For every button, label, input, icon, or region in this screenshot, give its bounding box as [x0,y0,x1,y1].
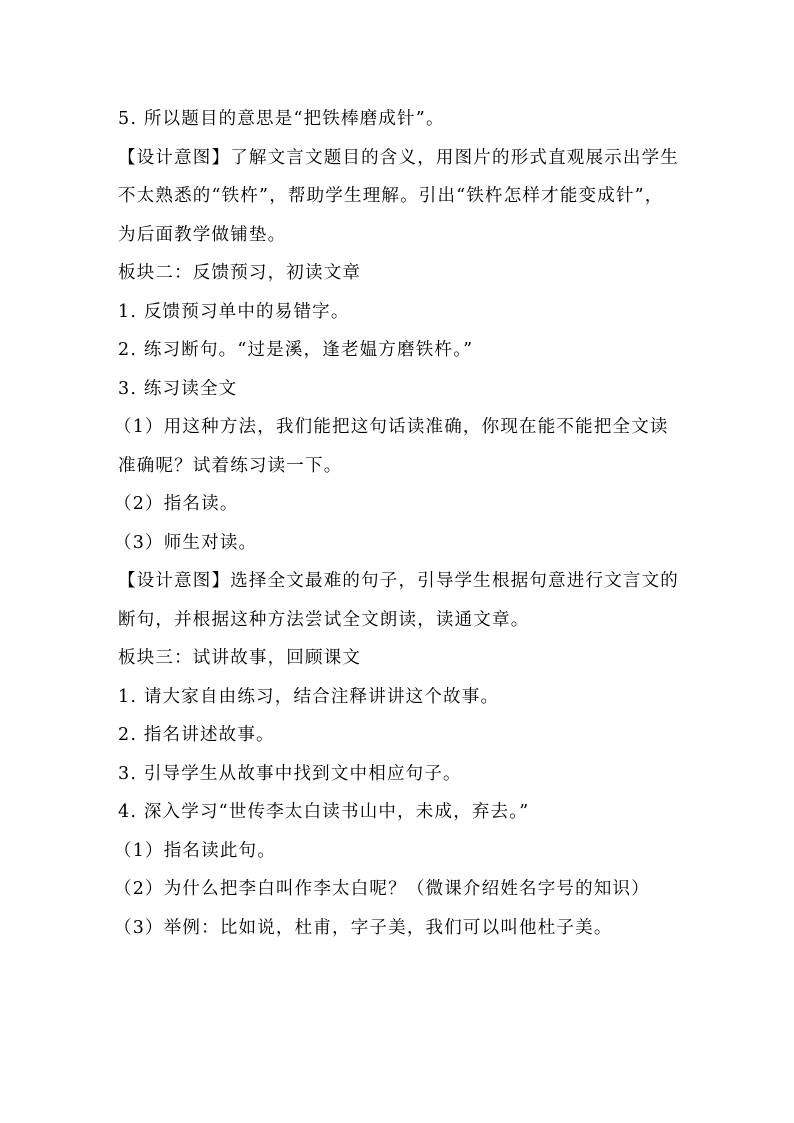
sub-item-read-sentence: （1）指名读此句。 [114,840,276,861]
section-heading-2: 板块二：反馈预习，初读文章 [118,263,362,283]
sub-item-why-name: （2）为什么把李白叫作李太白呢？（微课介绍姓名字号的知识） [114,879,650,899]
design-intent-2-line-1: 【设计意图】选择全文最难的句子，引导学生根据句意进行文言文的 [118,571,679,591]
sub-item-1-line-1: （1）用这种方法，我们能把这句话读准确，你现在能不能把全文读 [114,417,669,437]
design-intent-1-line-3: 为后面教学做铺垫。 [118,224,287,245]
design-intent-1-line-2: 不太熟悉的“铁杵”，帮助学生理解。引出“铁杵怎样才能变成针”， [118,186,664,206]
sub-item-3: （3）师生对读。 [114,532,258,553]
design-intent-1-line-1: 【设计意图】了解文言文题目的含义，用图片的形式直观展示出学生 [118,147,679,168]
section-heading-3: 板块三：试讲故事，回顾课文 [118,648,362,668]
item-practice-punctuation: 2. 练习断句。“过是溪，逢老媪方磨铁杵。” [118,340,474,360]
item-deep-study: 4. 深入学习“世传李太白读书山中，未成，弃去。” [118,802,530,822]
sub-item-example: （3）举例：比如说，杜甫，字子美，我们可以叫他杜子美。 [114,917,613,938]
item-free-practice: 1. 请大家自由练习，结合注释讲讲这个故事。 [118,686,500,707]
item-step-5: 5. 所以题目的意思是“把铁棒磨成针”。 [118,109,445,129]
item-tell-story: 2. 指名讲述故事。 [118,725,275,745]
item-read-full-text: 3. 练习读全文 [118,378,238,399]
sub-item-2: （2）指名读。 [114,494,239,514]
item-feedback-typos: 1. 反馈预习单中的易错字。 [118,301,350,322]
design-intent-2-line-2: 断句，并根据这种方法尝试全文朗读，读通文章。 [118,609,530,630]
document-page [114,100,698,947]
item-find-sentences: 3. 引导学生从故事中找到文中相应句子。 [118,763,462,784]
sub-item-1-line-2: 准确呢？试着练习读一下。 [118,455,343,476]
